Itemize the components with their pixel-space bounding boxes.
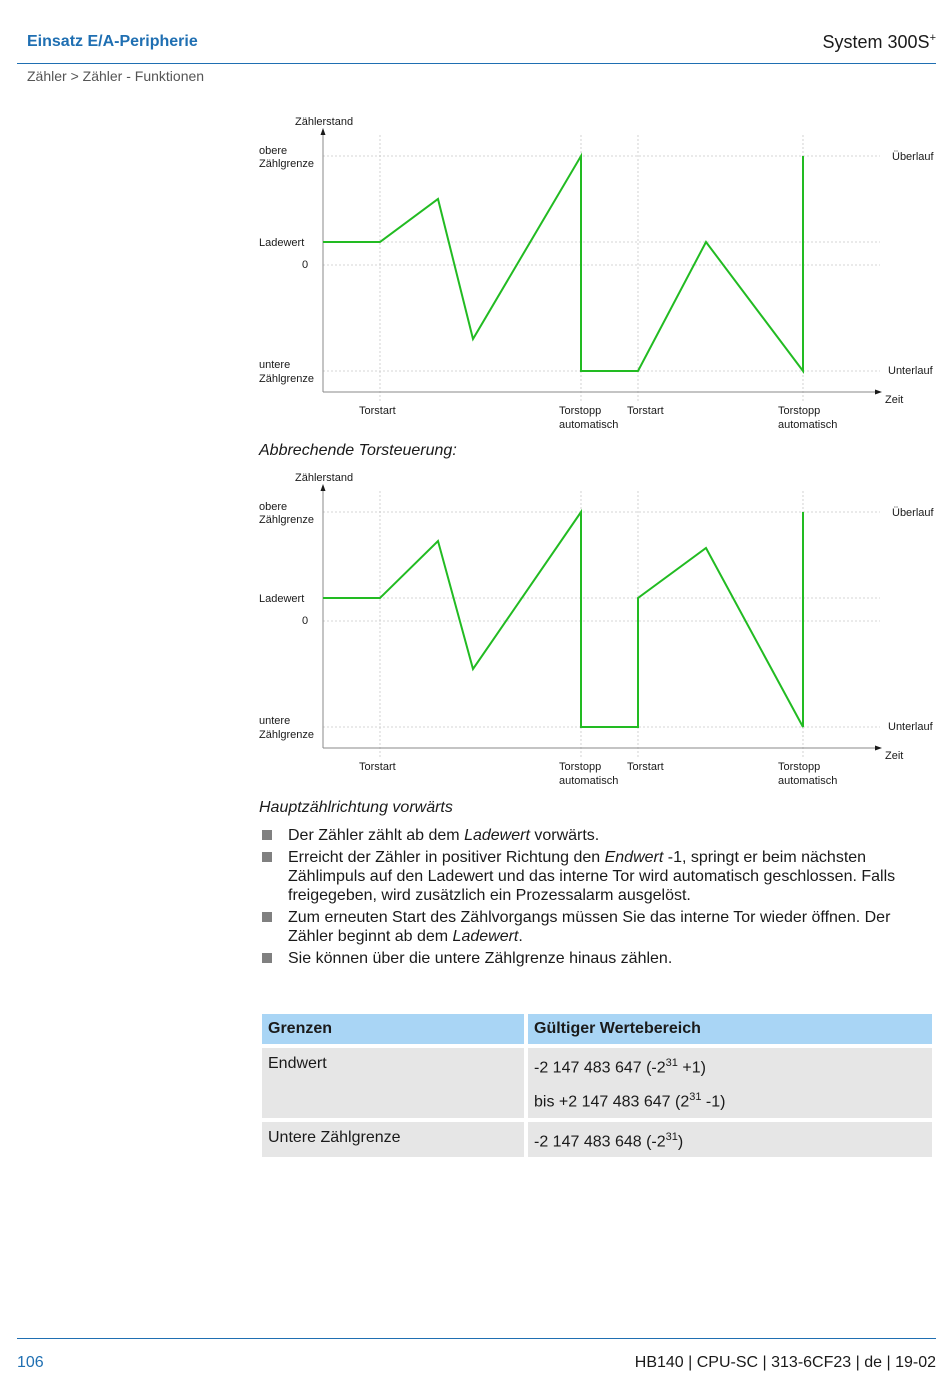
overflow-label: Überlauf: [892, 507, 934, 519]
event-label: Torstopp: [559, 405, 602, 417]
counter-value-line: [323, 512, 803, 727]
cell-text: Endwert: [268, 1055, 327, 1072]
zero-label: 0: [302, 615, 309, 627]
range-text: -2 147 483 647 (-2: [534, 1059, 666, 1077]
table-row: [262, 1048, 932, 1118]
event-label: Torstart: [359, 761, 396, 773]
bullet-emphasis: Endwert: [604, 849, 664, 866]
event-label: Torstopp: [559, 761, 602, 773]
grid-lines: [323, 491, 880, 758]
list-item: [260, 826, 940, 845]
bullet-square-icon: [262, 830, 272, 840]
event-label: Torstart: [627, 405, 664, 417]
table-cell-range: [528, 1122, 932, 1157]
diagram-svg: [250, 110, 950, 440]
page-number: 106: [17, 1354, 44, 1371]
lower-limit-label: Zählgrenze: [259, 729, 315, 741]
bullet-text: -1, springt er beim nächsten Zählimpuls auf den Ladewert und das interne Tor wird automatisch geschlossen. Falls freigegeben, wird zusätzlich ein Prozessalarm ausgelöst.: [288, 849, 896, 904]
table-cell-name: [262, 1122, 524, 1157]
header-divider: [17, 63, 936, 64]
upper-limit-label: obere: [259, 501, 288, 513]
lower-limit-label: Zählgrenze: [259, 373, 315, 385]
table-header-row: [262, 1014, 932, 1044]
range-line: [534, 1128, 926, 1151]
list-item: [260, 848, 940, 905]
table-cell-range: [528, 1048, 932, 1118]
system-name: [823, 32, 937, 53]
event-label: Torstopp: [778, 761, 821, 773]
table-cell-name: [262, 1048, 524, 1118]
diagram-svg: [250, 466, 950, 796]
counter-value-line: [323, 156, 803, 371]
underflow-label: Unterlauf: [888, 721, 933, 733]
system-name-sup: +: [929, 32, 936, 44]
y-axis-arrow: [321, 484, 326, 491]
list-item: [260, 949, 940, 968]
event-label: Torstart: [627, 761, 664, 773]
bullet-text: Sie können über die untere Zählgrenze hinaus zählen.: [288, 950, 673, 967]
bullet-square-icon: [262, 912, 272, 922]
counter-diagram-continuous: [250, 110, 950, 440]
event-label: automatisch: [778, 775, 838, 787]
range-exponent: 31: [689, 1091, 702, 1104]
table-header-cell: Gültiger Wertebereich: [528, 1014, 932, 1044]
upper-limit-label: Zählgrenze: [259, 158, 315, 170]
event-label: automatisch: [778, 419, 838, 431]
bullet-text: Zum erneuten Start des Zählvorgangs müssen Sie das interne Tor wieder öffnen. Der Zähler beginnt ab dem: [288, 909, 891, 945]
breadcrumb-separator: >: [70, 68, 79, 84]
bullet-text: .: [518, 928, 523, 945]
x-axis-arrow: [875, 390, 882, 395]
range-line: [534, 1054, 926, 1077]
range-text: -2 147 483 648 (-2: [534, 1132, 666, 1150]
bullet-square-icon: [262, 953, 272, 963]
breadcrumb: [27, 68, 204, 84]
load-value-label: Ladewert: [259, 237, 305, 249]
load-value-label: Ladewert: [259, 593, 305, 605]
x-axis-arrow: [875, 746, 882, 751]
lower-limit-label: untere: [259, 715, 291, 727]
cell-text: Untere Zählgrenze: [268, 1128, 401, 1146]
range-text: +1): [677, 1059, 706, 1077]
range-line: [534, 1088, 926, 1111]
bullet-text: vorwärts.: [529, 827, 600, 844]
counter-diagram-aborting-gate: [250, 466, 950, 796]
range-text: ): [677, 1132, 684, 1150]
range-text: -1): [701, 1093, 726, 1111]
x-axis-label: Zeit: [885, 750, 904, 762]
zero-label: 0: [302, 259, 309, 271]
table-header-cell: Grenzen: [262, 1014, 524, 1044]
bullet-list: [260, 826, 940, 971]
range-exponent: 31: [665, 1057, 678, 1069]
document-reference: HB140 | CPU-SC | 313-6CF23 | de | 19-02: [634, 1354, 936, 1371]
system-name-text: System 300S: [822, 32, 930, 52]
caption-hauptzaehlrichtung: Hauptzählrichtung vorwärts: [259, 799, 453, 816]
event-label: Torstopp: [778, 405, 821, 417]
upper-limit-label: Zählgrenze: [259, 514, 315, 526]
event-label: automatisch: [559, 775, 619, 787]
underflow-label: Unterlauf: [888, 365, 933, 377]
event-label: automatisch: [559, 419, 619, 431]
caption-abbrechende-torsteuerung: Abbrechende Torsteuerung:: [259, 442, 457, 459]
section-title: Einsatz E/A-Peripherie: [27, 33, 198, 50]
bullet-emphasis: Ladewert: [452, 928, 519, 945]
bullet-square-icon: [262, 852, 272, 862]
table-row: [262, 1122, 932, 1157]
y-axis-label: Zählerstand: [295, 116, 354, 128]
overflow-label: Überlauf: [892, 151, 934, 163]
y-axis-label: Zählerstand: [295, 472, 354, 484]
event-label: Torstart: [359, 405, 396, 417]
upper-limit-label: obere: [259, 145, 288, 157]
lower-limit-label: untere: [259, 359, 291, 371]
breadcrumb-item[interactable]: Zähler: [27, 68, 67, 84]
bullet-emphasis: Ladewert: [464, 827, 530, 844]
x-axis-label: Zeit: [885, 394, 904, 406]
range-text: bis +2 147 483 647 (2: [534, 1093, 690, 1111]
list-item: [260, 908, 940, 946]
footer-divider: [17, 1338, 936, 1339]
limits-table: [258, 1010, 936, 1161]
range-exponent: 31: [665, 1130, 678, 1143]
bullet-text: Erreicht der Zähler in positiver Richtung den: [288, 849, 605, 866]
bullet-text: Der Zähler zählt ab dem: [288, 827, 465, 844]
y-axis-arrow: [321, 128, 326, 135]
breadcrumb-item[interactable]: Zähler - Funktionen: [82, 68, 205, 84]
